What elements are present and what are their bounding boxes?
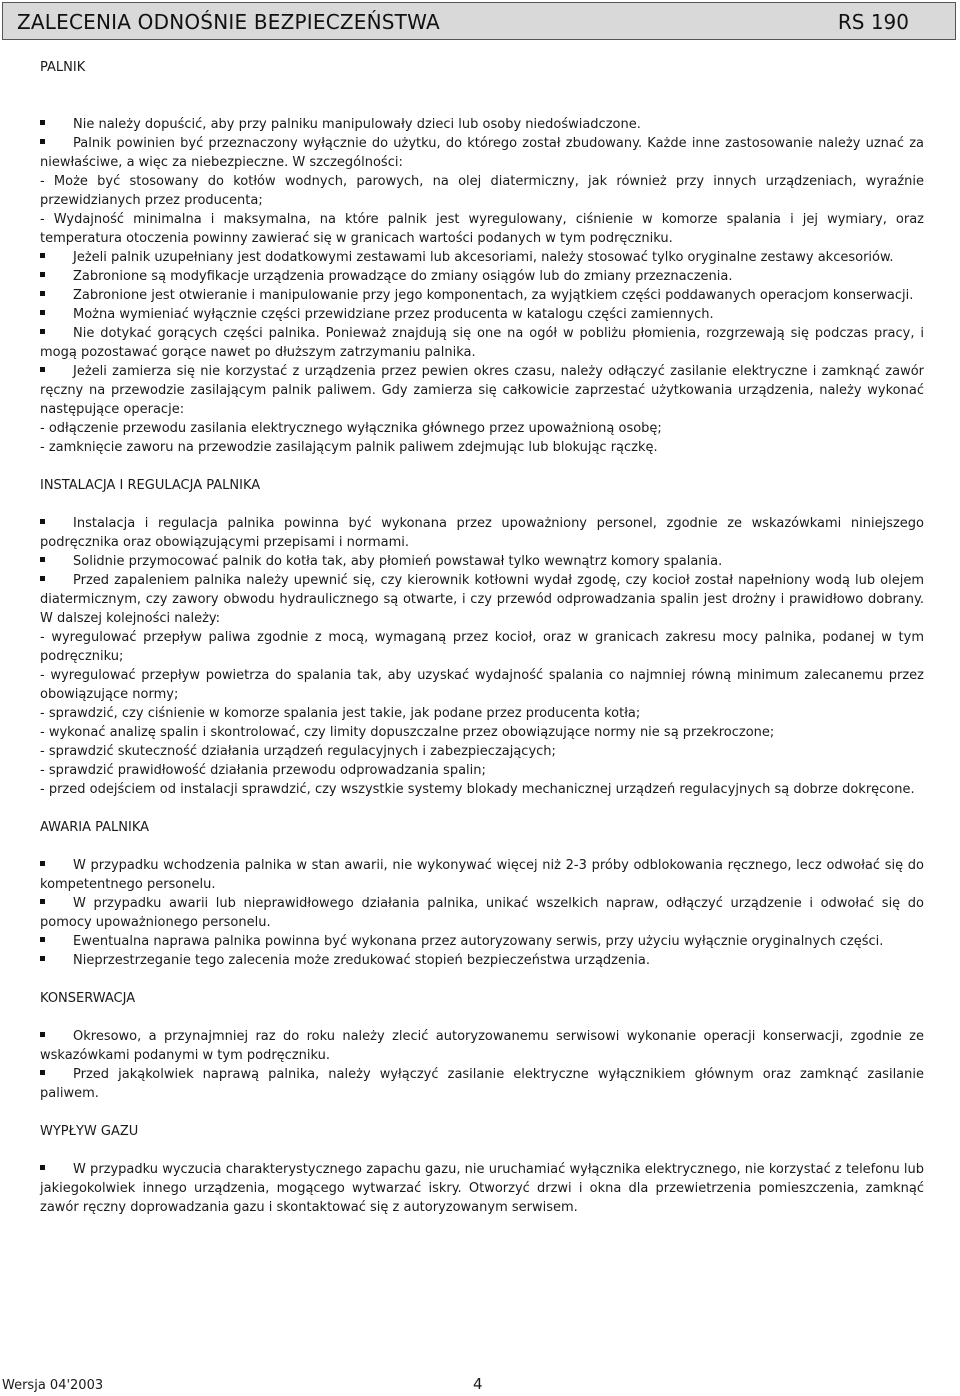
list-item: Nieprzestrzeganie tego zalecenia może zredukować stopień bezpieczeństwa urządzenia. — [40, 951, 924, 970]
document-body — [40, 58, 924, 1217]
section-title-palnik: PALNIK — [40, 60, 86, 75]
list-item: Palnik powinien być przeznaczony wyłącznie do użytku, do którego został zbudowany. Każde inne zastosowanie należy uznać za niewłaściwe, a więc za niebezpieczne. W szczególności: — [40, 136, 924, 170]
bullet-icon — [40, 120, 45, 125]
bullet-icon — [40, 937, 45, 942]
list-item: Instalacja i regulacja palnika powinna być wykonana przez upoważniony personel, zgodnie ze wskazówkami niniejszego podręcznika oraz obowiązującymi przepisami i normami. — [40, 516, 924, 550]
bullet-icon — [40, 519, 45, 524]
list-item: Można wymieniać wyłącznie części przewidziane przez producenta w katalogu części zamiennych. — [40, 305, 924, 324]
bullet-icon — [40, 139, 45, 144]
paragraph: - zamknięcie zaworu na przewodzie zasilającym palnik paliwem zdejmując lub blokując rączkę. — [40, 440, 658, 455]
section-title-instalacja: INSTALACJA I REGULACJA PALNIKA — [40, 478, 261, 493]
list-item: Solidnie przymocować palnik do kotła tak, aby płomień powstawał tylko wewnątrz komory spalania. — [40, 552, 924, 571]
bullet-icon — [40, 367, 45, 372]
version-label: Wersja 04'2003 — [2, 1378, 104, 1393]
list-item: Zabronione są modyfikacje urządzenia prowadzące do zmiany osiągów lub do zmiany przeznaczenia. — [40, 267, 924, 286]
model-name: RS 190 — [837, 10, 909, 34]
paragraph: - Może być stosowany do kotłów wodnych, parowych, na olej diatermiczny, jak również przy innych urządzeniach, wyraźnie przewidzianych przez producenta; — [40, 174, 924, 208]
paragraph: - Wydajność minimalna i maksymalna, na które palnik jest wyregulowany, ciśnienie w komorze spalania i jej wymiary, oraz temperatura otoczenia powinny zawierać się w granicach wartości podanych w tym podręczniku. — [40, 212, 924, 246]
paragraph: - odłączenie przewodu zasilania elektrycznego wyłącznika głównego przez upoważnioną osobę; — [40, 421, 662, 436]
bullet-icon — [40, 956, 45, 961]
bullet-icon — [40, 272, 45, 277]
section-title-konserwacja: KONSERWACJA — [40, 991, 136, 1006]
paragraph: - sprawdzić skuteczność działania urządzeń regulacyjnych i zabezpieczających; — [40, 744, 556, 759]
section-title-wyplyw-gazu: WYPŁYW GAZU — [40, 1124, 139, 1139]
bullet-icon — [40, 861, 45, 866]
paragraph: - sprawdzić prawidłowość działania przewodu odprowadzania spalin; — [40, 763, 486, 778]
bullet-icon — [40, 329, 45, 334]
list-item: Ewentualna naprawa palnika powinna być wykonana przez autoryzowany serwis, przy użyciu wyłącznie oryginalnych części. — [40, 932, 924, 951]
list-item: Okresowo, a przynajmniej raz do roku należy zlecić autoryzowanemu serwisowi wykonanie operacji konserwacji, zgodnie ze wskazówkami podanymi w tym podręczniku. — [40, 1029, 924, 1063]
list-item: Przed jakąkolwiek naprawą palnika, należy wyłączyć zasilanie elektryczne wyłącznikiem głównym oraz zamknąć zasilanie paliwem. — [40, 1067, 924, 1101]
section-title-awaria: AWARIA PALNIKA — [40, 820, 150, 835]
document-title: ZALECENIA ODNOŚNIE BEZPIECZEŃSTWA — [17, 10, 440, 34]
list-item: W przypadku wyczucia charakterystycznego zapachu gazu, nie uruchamiać wyłącznika elektrycznego, nie korzystać z telefonu lub jakiegokolwiek innego urządzenia, mogącego wytwarzać iskry. Otworzyć drzwi i okna dla przewietrzenia pomieszczenia, zamknąć zawór ręczny doprowadzania gazu i skontaktować się z autoryzowanym serwisem. — [40, 1162, 924, 1215]
bullet-icon — [40, 291, 45, 296]
paragraph: - przed odejściem od instalacji sprawdzić, czy wszystkie systemy blokady mechanicznej urządzeń regulacyjnych są dobrze dokręcone. — [40, 782, 915, 797]
page-header — [2, 2, 956, 40]
list-item: Nie dotykać gorących części palnika. Ponieważ znajdują się one na ogół w pobliżu płomienia, rozgrzewają się podczas pracy, i mogą pozostawać gorące nawet po dłuższym zatrzymaniu palnika. — [40, 326, 924, 360]
bullet-icon — [40, 576, 45, 581]
bullet-icon — [40, 1032, 45, 1037]
list-item: Jeżeli palnik uzupełniany jest dodatkowymi zestawami lub akcesoriami, należy stosować tylko oryginalne zestawy akcesoriów. — [40, 248, 924, 267]
paragraph: - wyregulować przepływ powietrza do spalania tak, aby uzyskać wydajność spalania co najmniej równą minimum zalecanemu przez obowiązujące normy; — [40, 668, 924, 702]
paragraph: - wyregulować przepływ paliwa zgodnie z mocą, wymaganą przez kocioł, oraz w granicach zakresu mocy palnika, podanej w tym podręczniku; — [40, 630, 924, 664]
bullet-icon — [40, 310, 45, 315]
paragraph: - wykonać analizę spalin i skontrolować, czy limity dopuszczalne przez obowiązujące normy nie są przekroczone; — [40, 725, 775, 740]
list-item: W przypadku awarii lub nieprawidłowego działania palnika, unikać wszelkich napraw, odłączyć urządzenie i odwołać się do pomocy upoważnionego personelu. — [40, 896, 924, 930]
page-number: 4 — [473, 1375, 483, 1393]
bullet-icon — [40, 1070, 45, 1075]
paragraph: - sprawdzić, czy ciśnienie w komorze spalania jest takie, jak podane przez producenta kotła; — [40, 706, 641, 721]
bullet-icon — [40, 557, 45, 562]
bullet-icon — [40, 253, 45, 258]
bullet-icon — [40, 1165, 45, 1170]
list-item: Jeżeli zamierza się nie korzystać z urządzenia przez pewien okres czasu, należy odłączyć zasilanie elektryczne i zamknąć zawór ręczny na przewodzie zasilającym palnik paliwem. Gdy zamierza się całkowicie zaprzestać użytkowania urządzenia, należy wykonać następujące operacje: — [40, 364, 924, 417]
list-item: Przed zapaleniem palnika należy upewnić się, czy kierownik kotłowni wydał zgodę, czy kocioł został napełniony wodą lub olejem diatermicznym, czy zawory obwodu hydraulicznego są otwarte, i czy przewód odprowadzania spalin jest drożny i prawidłowo dobrany. W dalszej kolejności należy: — [40, 573, 924, 626]
list-item: Nie należy dopuścić, aby przy palniku manipulowały dzieci lub osoby niedoświadczone. — [40, 115, 924, 134]
list-item: Zabronione jest otwieranie i manipulowanie przy jego komponentach, za wyjątkiem części poddawanych operacjom konserwacji. — [40, 286, 924, 305]
bullet-icon — [40, 899, 45, 904]
list-item: W przypadku wchodzenia palnika w stan awarii, nie wykonywać więcej niż 2-3 próby odblokowania ręcznego, lecz odwołać się do kompetentnego personelu. — [40, 858, 924, 892]
